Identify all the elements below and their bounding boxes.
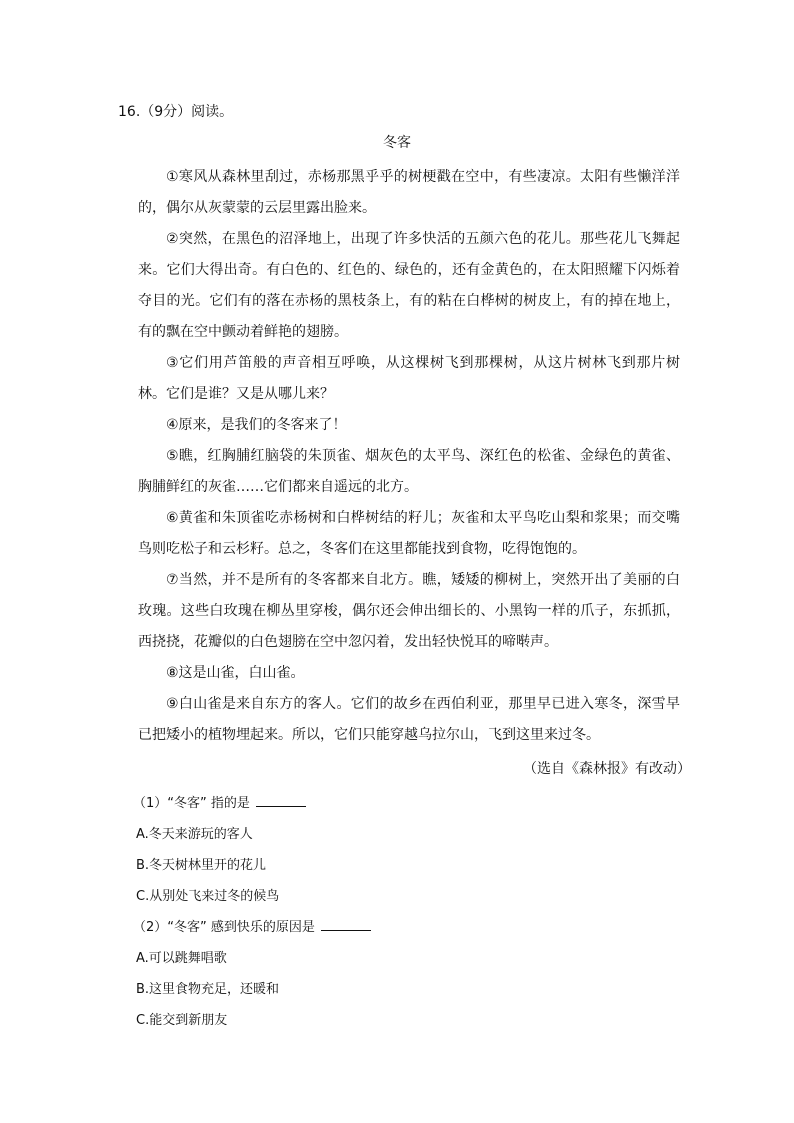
- answer-blank-2[interactable]: [321, 916, 371, 931]
- paragraph-1: ①寒风从森林里刮过，赤杨那黑乎乎的树梗戳在空中，有些凄凉。太阳有些懒洋洋的，偶尔从灰蒙蒙的云层里露出脸来。: [138, 169, 680, 216]
- option-2a[interactable]: A.可以跳舞唱歌: [136, 951, 227, 966]
- paragraph-4: ④原来，是我们的冬客来了！: [166, 417, 347, 433]
- option-1b[interactable]: B.冬天树林里开的花儿: [136, 858, 267, 873]
- paragraph-5: ⑤瞧，红胸脯红脑袋的朱顶雀、烟灰色的太平鸟、深红色的松雀、金绿色的黄雀、胸脯鲜红的灰雀……它们都来自遥远的北方。: [138, 448, 680, 495]
- paragraph-9: ⑨白山雀是来自东方的客人。它们的故乡在西伯利亚，那里早已进入寒冬，深雪早已把矮小的植物埋起来。所以，它们只能穿越乌拉尔山，飞到这里来过冬。: [138, 696, 680, 743]
- sub-question-1: [133, 788, 693, 819]
- option-1c[interactable]: C.从别处飞来过冬的候鸟: [136, 889, 280, 904]
- paragraph-6: ⑥黄雀和朱顶雀吃赤杨树和白桦树结的籽儿；灰雀和太平鸟吃山梨和浆果；而交嘴鸟则吃松子和云杉籽。总之，冬客们在这里都能找到食物，吃得饱饱的。: [138, 510, 680, 557]
- option-1a[interactable]: A.冬天来游玩的客人: [136, 827, 253, 842]
- passage-source: （选自《森林报》有改动）: [523, 761, 691, 777]
- answer-blank-1[interactable]: [256, 792, 306, 807]
- passage-title: 冬客: [383, 135, 411, 151]
- option-2b[interactable]: B.这里食物充足，还暖和: [136, 982, 280, 997]
- sub-questions: [133, 788, 693, 1036]
- paragraph-2: ②突然，在黑色的沼泽地上，出现了许多快活的五颜六色的花儿。那些花儿飞舞起来。它们大得出奇。有白色的、红色的、绿色的，还有金黄色的，在太阳照耀下闪烁着夺目的光。它们有的落在赤杨的黑枝条上，有的粘在白桦树的树皮上，有的掉在地上，有的飘在空中颤动着鲜艳的翅膀。: [138, 231, 680, 340]
- question-header: 16.（9分）阅读。: [118, 104, 234, 120]
- paragraph-8: ⑧这是山雀，白山雀。: [166, 665, 305, 681]
- paragraph-3: ③它们用芦笛般的声音相互呼唤，从这棵树飞到那棵树，从这片树林飞到那片树林。它们是谁？又是从哪儿来？: [138, 355, 680, 402]
- sub-question-2: [133, 912, 693, 943]
- sub-question-1-stem: （1）“冬客” 指的是: [133, 796, 250, 811]
- sub-question-2-stem: （2）“冬客” 感到快乐的原因是: [133, 920, 315, 935]
- option-2c[interactable]: C.能交到新朋友: [136, 1013, 228, 1028]
- paragraph-7: ⑦当然，并不是所有的冬客都来自北方。瞧，矮矮的柳树上，突然开出了美丽的白玫瑰。这些白玫瑰在柳丛里穿梭，偶尔还会伸出细长的、小黑钩一样的爪子，东抓抓，西挠挠，花瓣似的白色翅膀在空中忽闪着，发出轻快悦耳的啼啭声。: [138, 572, 680, 650]
- passage-body: [138, 162, 680, 751]
